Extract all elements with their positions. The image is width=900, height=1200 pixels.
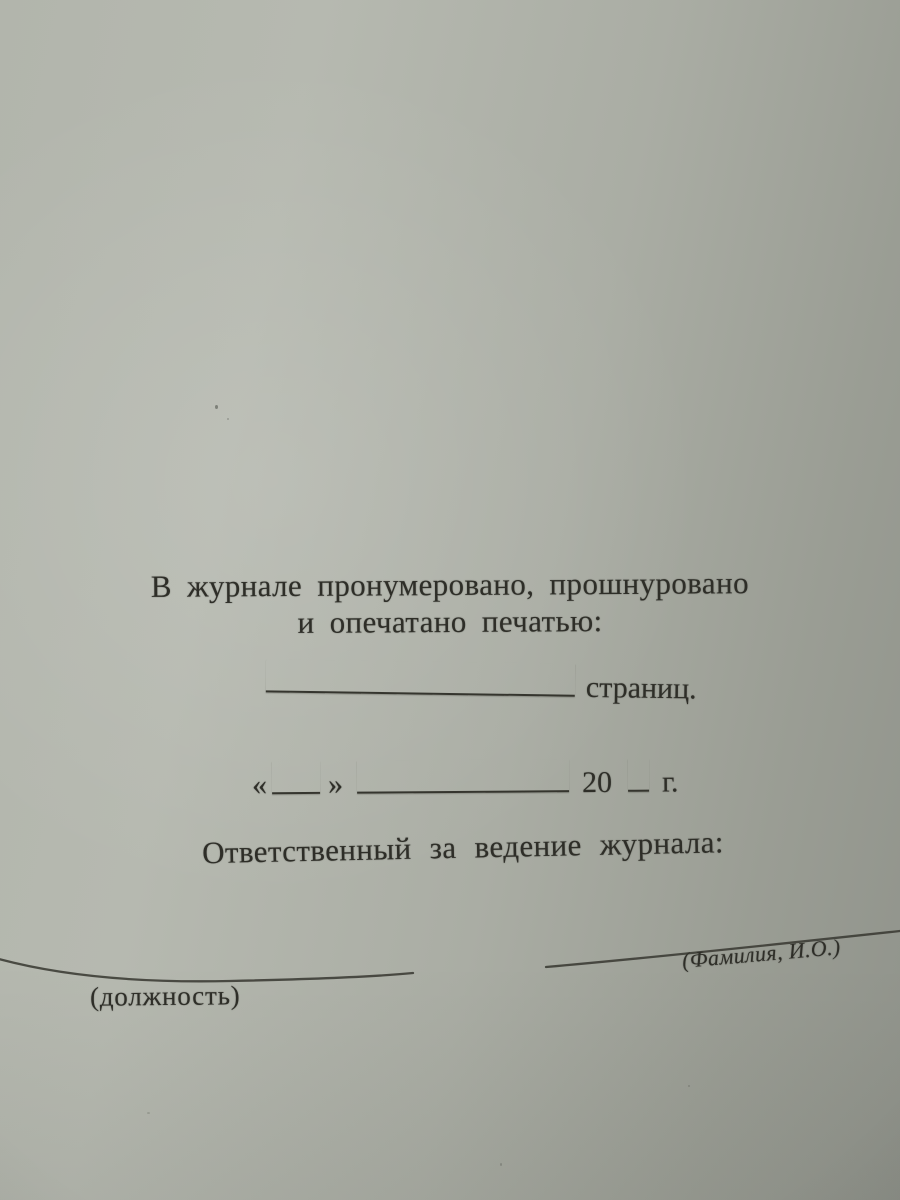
responsible-label: Ответственный за ведение журнала:	[201, 824, 725, 871]
certification-statement-line2: и опечатано печатью:	[297, 603, 603, 640]
signature-line-position	[0, 958, 413, 981]
paper-speck	[500, 1163, 502, 1166]
paper-speck	[688, 1085, 690, 1087]
year-century-prefix: 20	[581, 765, 613, 799]
pages-label: страниц.	[585, 670, 697, 706]
surname-initials-caption: (Фамилия, И.О.)	[681, 934, 842, 973]
paper-speck	[215, 405, 218, 409]
close-guillemet: »	[327, 767, 344, 801]
open-guillemet: «	[251, 767, 268, 801]
certification-statement-line1: В журнале пронумеровано, прошнуровано	[150, 565, 750, 604]
paper-speck	[227, 418, 229, 420]
position-caption: (должность)	[89, 980, 241, 1012]
paper-speck	[147, 1112, 150, 1114]
year-suffix: г.	[661, 764, 679, 799]
